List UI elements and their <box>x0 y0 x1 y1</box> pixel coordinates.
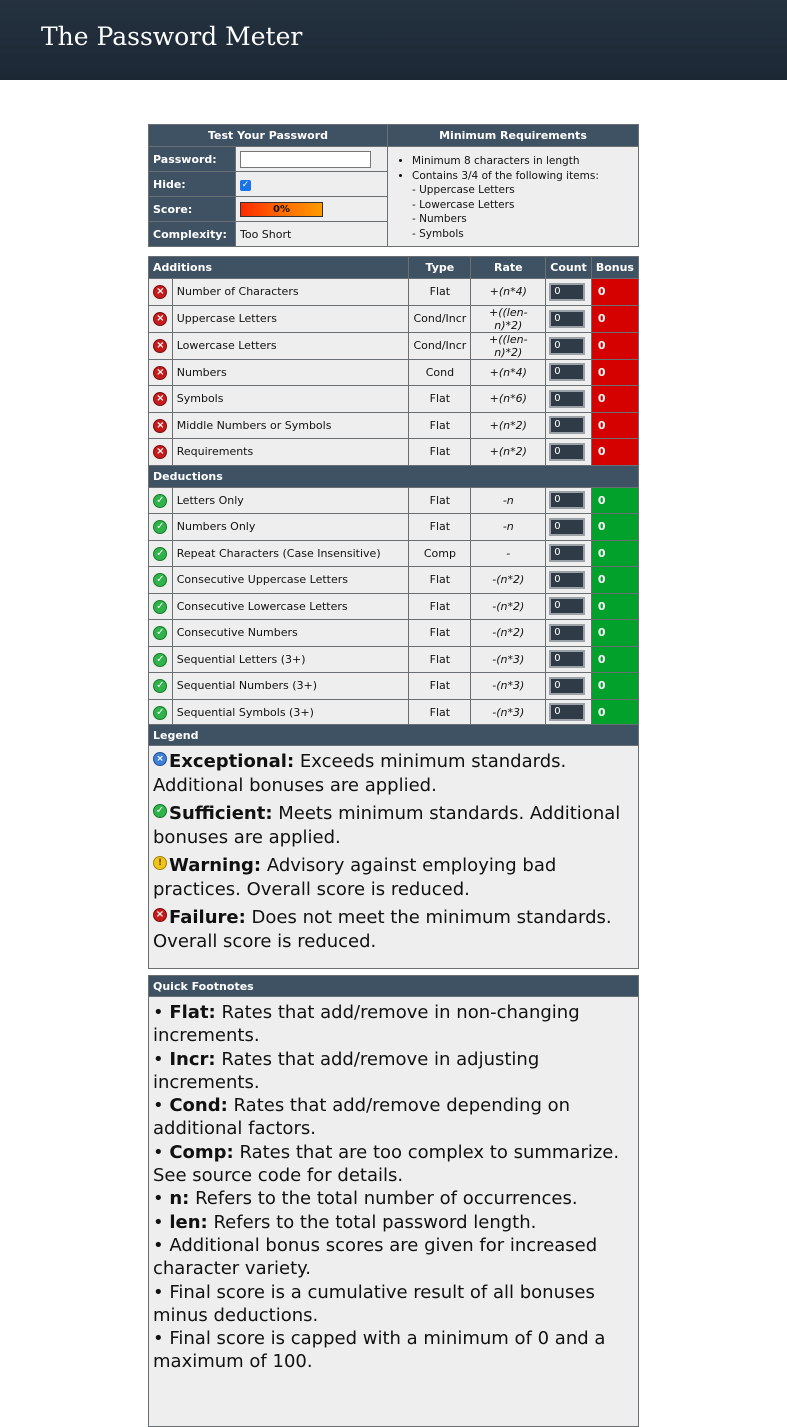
row-rate: - <box>471 540 546 567</box>
status-cell <box>149 359 173 386</box>
row-rate: -n <box>471 487 546 514</box>
row-name: Lowercase Letters <box>172 332 409 359</box>
sufficient-icon: ✓ <box>153 653 167 667</box>
row-name: Consecutive Lowercase Letters <box>172 593 409 620</box>
min-requirements-heading: Minimum Requirements <box>388 125 639 147</box>
row-type: Cond/Incr <box>409 332 471 359</box>
bonus-cell: 0 <box>591 487 638 514</box>
failure-icon: × <box>153 419 167 433</box>
bullet-icon: • <box>153 1141 170 1163</box>
status-cell <box>149 593 173 620</box>
bonus-cell: 0 <box>591 305 638 332</box>
table-row <box>149 593 639 620</box>
count-field: 0 <box>549 518 585 536</box>
sufficient-icon: ✓ <box>153 626 167 640</box>
footnote-item <box>153 1187 634 1210</box>
table-row <box>149 359 639 386</box>
table-row <box>149 332 639 359</box>
additions-rows <box>149 279 639 466</box>
row-rate: +((len-n)*2) <box>471 305 546 332</box>
legend-item: ✓ Sufficient: Meets minimum standards. Additional bonuses are applied. <box>153 803 621 848</box>
footnote-item <box>153 1281 634 1328</box>
legend-heading: Legend <box>148 724 639 746</box>
hide-checkbox[interactable]: ✓ <box>241 180 250 190</box>
table-row <box>149 540 639 567</box>
status-cell <box>149 332 173 359</box>
table-row <box>149 699 639 726</box>
requirement-subitem: - Symbols <box>412 227 464 240</box>
bonus-cell: 0 <box>591 673 638 700</box>
footnote-text: Rates that add/remove in adjusting increments. <box>153 1048 540 1093</box>
bullet-icon: • <box>153 1328 170 1350</box>
count-cell <box>546 620 592 647</box>
failure-icon: × <box>153 366 167 380</box>
row-name: Numbers <box>172 359 409 386</box>
row-name: Uppercase Letters <box>172 305 409 332</box>
row-rate: +(n*2) <box>471 412 546 439</box>
row-rate: +(n*6) <box>471 386 546 413</box>
footnote-text: Refers to the total number of occurrences. <box>189 1188 578 1210</box>
status-cell <box>149 412 173 439</box>
row-type: Flat <box>409 646 471 673</box>
row-name: Symbols <box>172 386 409 413</box>
count-field: 0 <box>549 416 585 434</box>
row-type: Cond <box>409 359 471 386</box>
bullet-icon: • <box>153 1234 170 1256</box>
footnote-item <box>153 1211 634 1234</box>
failure-icon: × <box>153 445 167 459</box>
status-cell <box>149 699 173 726</box>
row-rate: -(n*3) <box>471 699 546 726</box>
count-column-header: Count <box>546 257 592 279</box>
footnote-text: Refers to the total password length. <box>207 1211 537 1233</box>
count-cell <box>546 386 592 413</box>
row-name: Numbers Only <box>172 514 409 541</box>
bullet-icon: • <box>153 1048 170 1070</box>
status-cell <box>149 673 173 700</box>
footnotes-body <box>148 997 639 1427</box>
table-row <box>149 620 639 647</box>
legend-panel <box>148 724 639 969</box>
score-bar: 0% <box>240 202 323 217</box>
legend-body <box>148 746 639 969</box>
footnotes-panel <box>148 975 639 1427</box>
count-field: 0 <box>549 363 585 381</box>
count-field: 0 <box>549 597 585 615</box>
row-type: Flat <box>409 567 471 594</box>
count-field: 0 <box>549 571 585 589</box>
bonus-cell: 0 <box>591 439 638 466</box>
bonus-cell: 0 <box>591 699 638 726</box>
count-field: 0 <box>549 624 585 642</box>
bonus-cell: 0 <box>591 412 638 439</box>
footnote-text: Final score is a cumulative result of all bonuses minus deductions. <box>153 1281 595 1326</box>
status-cell <box>149 620 173 647</box>
footnote-item <box>153 1234 634 1281</box>
complexity-label: Complexity: <box>149 222 236 247</box>
bonus-cell: 0 <box>591 332 638 359</box>
count-cell <box>546 699 592 726</box>
site-title: The Password Meter <box>41 22 303 51</box>
row-rate: +(n*2) <box>471 439 546 466</box>
requirement-subitem: - Lowercase Letters <box>412 198 515 211</box>
deductions-rows <box>149 487 639 726</box>
footnotes-heading: Quick Footnotes <box>148 975 639 997</box>
sufficient-icon: ✓ <box>153 547 167 561</box>
sufficient-icon: ✓ <box>153 706 167 720</box>
password-input[interactable] <box>240 151 371 168</box>
row-name: Sequential Letters (3+) <box>172 646 409 673</box>
score-label: Score: <box>149 197 236 222</box>
bonus-cell: 0 <box>591 279 638 306</box>
footnote-text: Rates that are too complex to summarize. See source code for details. <box>153 1141 620 1187</box>
bullet-icon: • <box>153 1095 170 1117</box>
status-cell <box>149 439 173 466</box>
row-type: Flat <box>409 514 471 541</box>
count-field: 0 <box>549 677 585 695</box>
count-field: 0 <box>549 337 585 355</box>
hide-cell <box>236 172 388 197</box>
row-name: Number of Characters <box>172 279 409 306</box>
footnote-text: Rates that add/remove depending on additional factors. <box>153 1095 571 1140</box>
status-cell <box>149 646 173 673</box>
count-field: 0 <box>549 703 585 721</box>
count-field: 0 <box>549 283 585 301</box>
count-field: 0 <box>549 650 585 668</box>
count-cell <box>546 487 592 514</box>
row-name: Requirements <box>172 439 409 466</box>
footnote-text: Additional bonus scores are given for increased character variety. <box>153 1234 598 1280</box>
count-field: 0 <box>549 390 585 408</box>
row-type: Flat <box>409 593 471 620</box>
row-name: Middle Numbers or Symbols <box>172 412 409 439</box>
row-rate: -(n*2) <box>471 620 546 647</box>
footnote-term: Cond: <box>169 1095 228 1117</box>
count-field: 0 <box>549 491 585 509</box>
requirement-subitem: - Numbers <box>412 213 467 225</box>
failure-icon: × <box>153 392 167 406</box>
password-cell <box>236 147 388 172</box>
row-type: Flat <box>409 279 471 306</box>
row-name: Consecutive Uppercase Letters <box>172 567 409 594</box>
count-cell <box>546 279 592 306</box>
table-row <box>149 305 639 332</box>
count-field: 0 <box>549 544 585 562</box>
sufficient-icon: ✓ <box>153 494 167 508</box>
count-cell <box>546 439 592 466</box>
count-field: 0 <box>549 310 585 328</box>
row-name: Repeat Characters (Case Insensitive) <box>172 540 409 567</box>
footnote-item <box>153 1048 634 1095</box>
row-rate: -(n*3) <box>471 646 546 673</box>
table-row <box>149 279 639 306</box>
bullet-icon: • <box>153 1188 170 1210</box>
footnote-term: len: <box>169 1211 208 1233</box>
scoring-table <box>148 256 639 726</box>
status-cell <box>149 487 173 514</box>
bonus-cell: 0 <box>591 593 638 620</box>
sufficient-icon: ✓ <box>153 679 167 693</box>
type-column-header: Type <box>409 257 471 279</box>
test-password-heading: Test Your Password <box>149 125 388 147</box>
requirement-subitem: - Uppercase Letters <box>412 184 515 196</box>
bullet-icon: • <box>153 1281 170 1303</box>
row-rate: -(n*2) <box>471 567 546 594</box>
footnote-item <box>153 1001 634 1048</box>
count-cell <box>546 593 592 620</box>
exceptional-icon: × <box>153 752 167 766</box>
failure-icon: × <box>153 312 167 326</box>
bonus-cell: 0 <box>591 567 638 594</box>
count-cell <box>546 646 592 673</box>
failure-icon: × <box>153 908 167 922</box>
status-cell <box>149 279 173 306</box>
row-rate: -n <box>471 514 546 541</box>
requirements-list <box>388 147 639 247</box>
count-field: 0 <box>549 443 585 461</box>
row-rate: -(n*2) <box>471 593 546 620</box>
row-name: Letters Only <box>172 487 409 514</box>
deductions-heading: Deductions <box>149 465 639 487</box>
legend-item: ! Warning: Advisory against employing bad practices. Overall score is reduced. <box>153 855 557 900</box>
count-cell <box>546 305 592 332</box>
password-test-panel <box>148 124 639 247</box>
bonus-cell: 0 <box>591 359 638 386</box>
status-cell <box>149 540 173 567</box>
footnote-term: Flat: <box>169 1002 216 1023</box>
hide-label: Hide: <box>149 172 236 197</box>
footnote-item <box>153 1327 634 1374</box>
status-cell <box>149 567 173 594</box>
site-header <box>0 0 787 80</box>
count-cell <box>546 332 592 359</box>
footnote-term: Incr: <box>169 1048 216 1070</box>
footnote-term: Comp: <box>169 1141 234 1163</box>
row-name: Sequential Numbers (3+) <box>172 673 409 700</box>
count-cell <box>546 514 592 541</box>
status-cell <box>149 305 173 332</box>
complexity-value: Too Short <box>236 222 388 247</box>
row-type: Flat <box>409 620 471 647</box>
warning-icon: ! <box>153 856 167 870</box>
rate-column-header: Rate <box>471 257 546 279</box>
bonus-column-header: Bonus <box>591 257 638 279</box>
bonus-cell: 0 <box>591 646 638 673</box>
password-label: Password: <box>149 147 236 172</box>
table-row <box>149 439 639 466</box>
row-type: Flat <box>409 412 471 439</box>
row-type: Comp <box>409 540 471 567</box>
table-row <box>149 514 639 541</box>
bullet-icon: • <box>153 1002 170 1023</box>
sufficient-icon: ✓ <box>153 573 167 587</box>
row-type: Flat <box>409 386 471 413</box>
row-type: Flat <box>409 699 471 726</box>
failure-icon: × <box>153 339 167 353</box>
count-cell <box>546 412 592 439</box>
footnote-item <box>153 1141 634 1188</box>
row-rate: +(n*4) <box>471 359 546 386</box>
table-row <box>149 412 639 439</box>
footnote-text: Rates that add/remove in non-changing increments. <box>153 1002 580 1047</box>
table-row <box>149 673 639 700</box>
row-type: Cond/Incr <box>409 305 471 332</box>
requirement-item: • Contains 3/4 of the following items: - Uppercase Letters - Lowercase Letters - Numbers - Symbols <box>412 169 634 242</box>
status-cell <box>149 514 173 541</box>
row-name: Sequential Symbols (3+) <box>172 699 409 726</box>
row-name: Consecutive Numbers <box>172 620 409 647</box>
table-row <box>149 386 639 413</box>
count-cell <box>546 359 592 386</box>
bonus-cell: 0 <box>591 386 638 413</box>
bonus-cell: 0 <box>591 514 638 541</box>
status-cell <box>149 386 173 413</box>
row-rate: -(n*3) <box>471 673 546 700</box>
sufficient-icon: ✓ <box>153 600 167 614</box>
footnote-term: n: <box>169 1188 190 1210</box>
footnote-item <box>153 1094 634 1141</box>
legend-item: × Exceptional: Exceeds minimum standards. Additional bonuses are applied. <box>153 751 567 796</box>
requirement-item: • Minimum 8 characters in length <box>412 154 634 169</box>
row-type: Flat <box>409 439 471 466</box>
count-cell <box>546 567 592 594</box>
row-rate: +((len-n)*2) <box>471 332 546 359</box>
failure-icon: × <box>153 285 167 299</box>
table-row <box>149 646 639 673</box>
score-cell <box>236 197 388 222</box>
sufficient-icon: ✓ <box>153 520 167 534</box>
table-row <box>149 567 639 594</box>
bullet-icon: • <box>153 1211 170 1233</box>
bonus-cell: 0 <box>591 540 638 567</box>
row-type: Flat <box>409 487 471 514</box>
sufficient-icon: ✓ <box>153 804 167 818</box>
bonus-cell: 0 <box>591 620 638 647</box>
footnote-text: Final score is capped with a minimum of 0 and a maximum of 100. <box>153 1328 606 1373</box>
legend-item: × Failure: Does not meet the minimum standards. Overall score is reduced. <box>153 907 612 952</box>
additions-heading: Additions <box>149 257 409 279</box>
count-cell <box>546 673 592 700</box>
count-cell <box>546 540 592 567</box>
table-row <box>149 487 639 514</box>
row-type: Flat <box>409 673 471 700</box>
row-rate: +(n*4) <box>471 279 546 306</box>
